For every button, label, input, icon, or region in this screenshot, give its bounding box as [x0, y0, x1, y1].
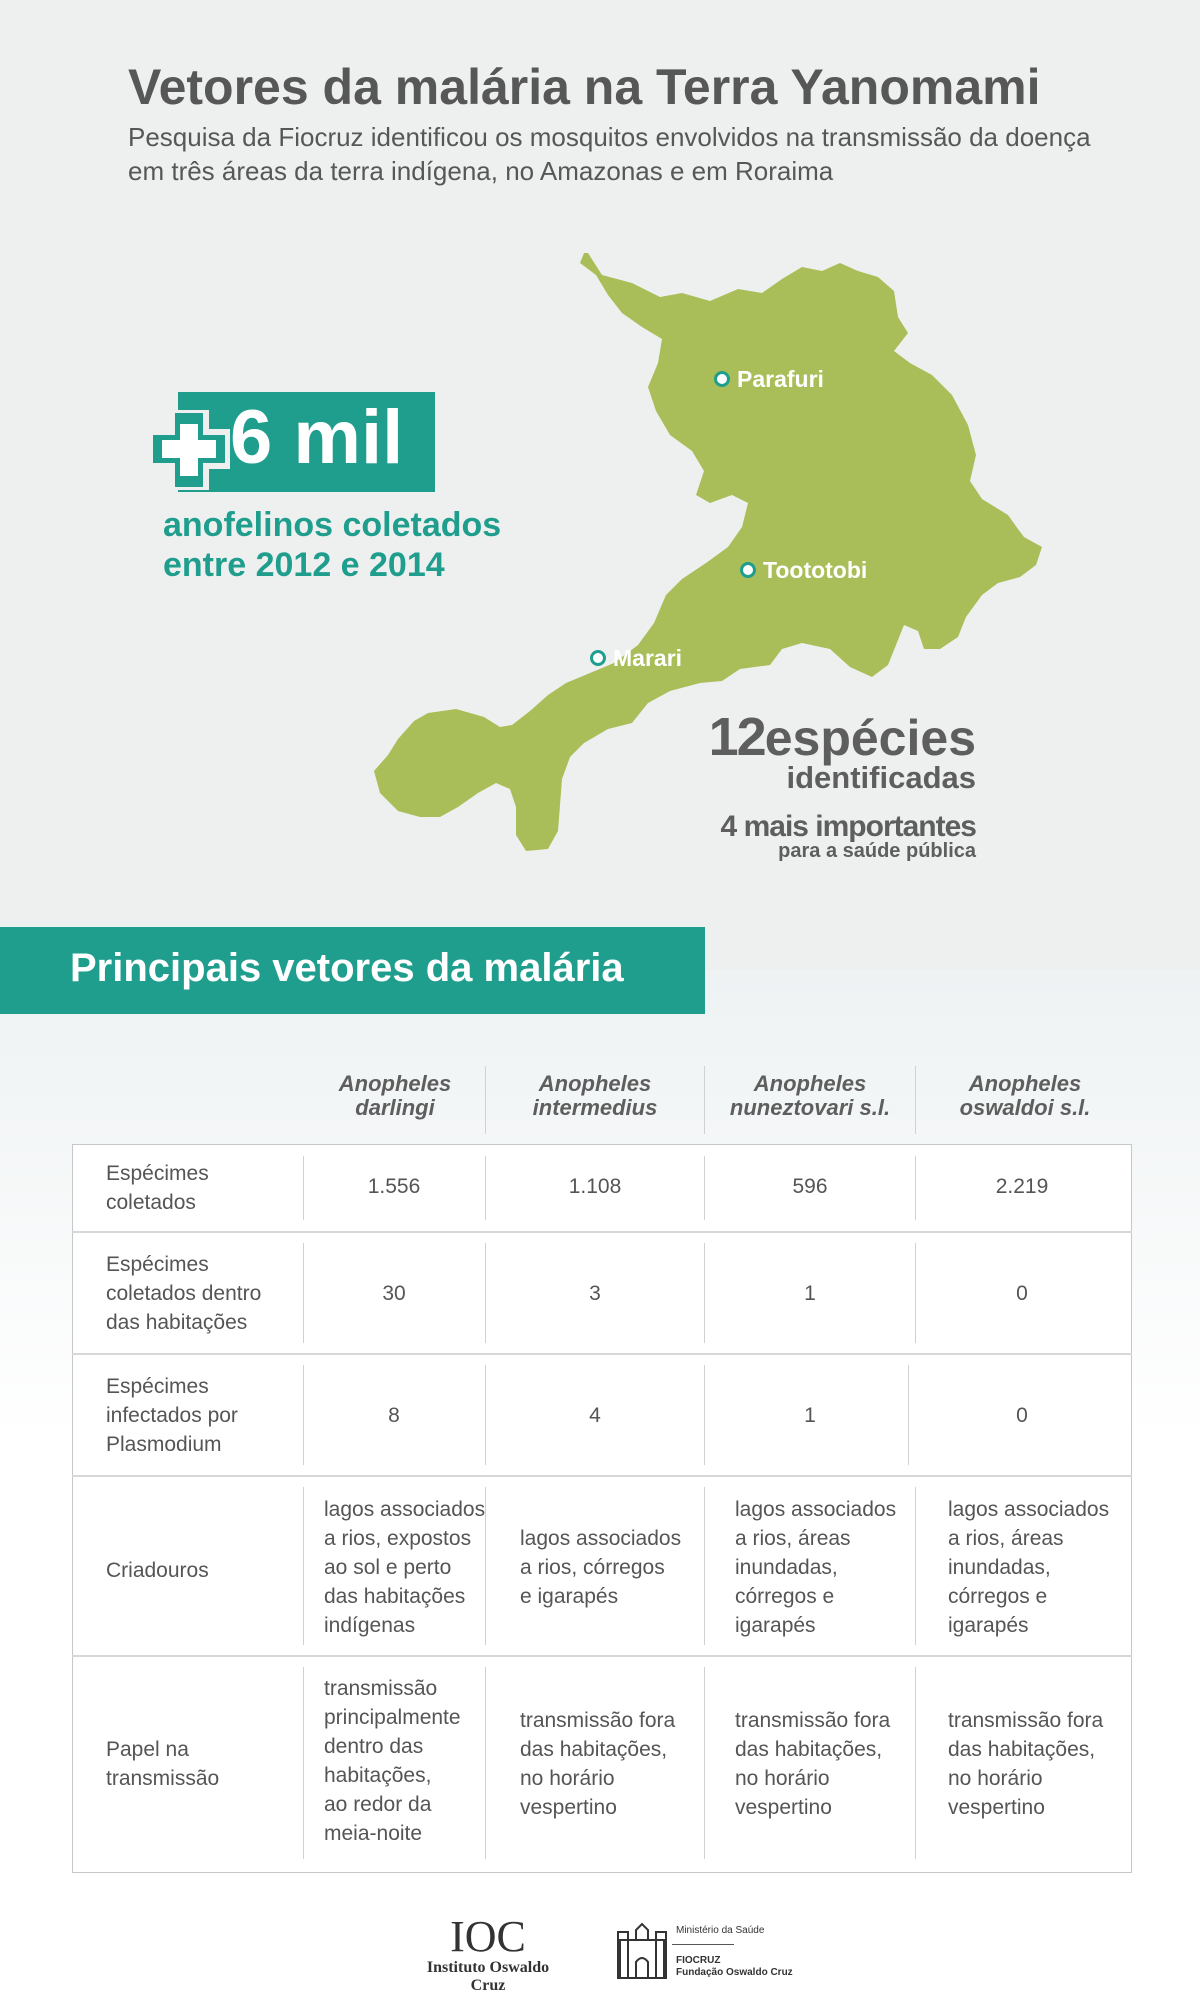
table-cell: 3 — [589, 1282, 601, 1305]
important-number: 4 — [720, 810, 737, 843]
page-subtitle: Pesquisa da Fiocruz identificou os mosquitos envolvidos na transmissão da doença em três áreas da terra indígena, no Amazonas e em Roraima — [128, 122, 1091, 186]
ioc-logo — [408, 1912, 568, 1995]
table-cell: 30 — [382, 1282, 406, 1305]
table-cell: 1 — [804, 1404, 816, 1427]
table-cell: 0 — [1016, 1282, 1028, 1305]
cell-divider — [485, 1487, 486, 1645]
cell-divider — [704, 1487, 705, 1645]
cell-divider — [915, 1667, 916, 1859]
species-number: 12 — [708, 707, 765, 767]
table-cell: transmissão fora das habitações, no horário vespertino — [520, 1709, 676, 1819]
location-dot-icon — [590, 650, 606, 666]
page-title: Vetores da malária na Terra Yanomami — [128, 59, 1041, 115]
table-cell: lagos associados a rios, expostos ao sol e perto das habitações indígenas — [324, 1498, 486, 1637]
column-header: Anopheles nuneztovari s.l. — [729, 1071, 891, 1120]
ministry-label: Ministério da Saúde — [676, 1925, 765, 1936]
table-cell: 8 — [388, 1404, 400, 1427]
location-dot-icon — [740, 562, 756, 578]
collected-caption — [163, 505, 501, 585]
important-label: mais importantes — [743, 810, 976, 843]
collected-number: 6 mil — [230, 395, 404, 480]
cell-divider — [704, 1667, 705, 1859]
row-label: Espécimes coletados dentro das habitações — [106, 1253, 262, 1334]
species-label: espécies — [764, 710, 976, 766]
column-header: Anopheles intermedius — [532, 1071, 658, 1120]
table-cell: 2.219 — [995, 1175, 1049, 1198]
table-cell: 596 — [792, 1175, 828, 1198]
column-divider — [485, 1066, 486, 1134]
site-parafuri — [714, 366, 824, 393]
important-sub: para a saúde pública — [778, 840, 976, 862]
cell-divider — [485, 1667, 486, 1859]
table-cell: 1 — [804, 1282, 816, 1305]
column-header: Anopheles darlingi — [338, 1071, 452, 1120]
section-title: Principais vetores da malária — [70, 946, 624, 990]
fiocruz-abbr: FIOCRUZ — [676, 1955, 721, 1966]
site-toototobi — [740, 557, 867, 584]
species-stat — [709, 706, 976, 863]
table-cell: 1.108 — [568, 1175, 622, 1198]
row-label: Papel na transmissão — [106, 1738, 220, 1790]
ioc-logo-abbr: IOC — [450, 1912, 526, 1961]
table-cell: transmissão fora das habitações, no horário vespertino — [948, 1709, 1104, 1819]
table-cell: lagos associados a rios, áreas inundadas, córregos e igarapés — [948, 1498, 1110, 1637]
table-cell: 1.556 — [367, 1175, 421, 1198]
site-marari — [590, 645, 682, 672]
row-divider — [72, 1231, 1132, 1233]
fiocruz-name: Fundação Oswaldo Cruz — [676, 1967, 793, 1978]
column-divider — [915, 1066, 916, 1134]
row-divider — [72, 1655, 1132, 1657]
cell-divider — [915, 1487, 916, 1645]
table-cell: 0 — [1016, 1404, 1028, 1427]
table-cell: lagos associados a rios, áreas inundadas, córregos e igarapés — [735, 1498, 897, 1637]
column-header: Anopheles oswaldoi s.l. — [959, 1071, 1091, 1120]
row-divider — [72, 1475, 1132, 1477]
row-label: Espécimes infectados por Plasmodium — [106, 1375, 238, 1456]
cell-divider — [303, 1667, 304, 1859]
site-label: Marari — [613, 645, 683, 671]
column-divider — [704, 1066, 705, 1134]
location-dot-icon — [714, 371, 730, 387]
collected-caption-line: anofelinos coletados — [163, 506, 502, 544]
plus-icon — [150, 410, 230, 490]
table-cell: lagos associados a rios, córregos e igarapés — [520, 1527, 682, 1608]
row-divider — [72, 1353, 1132, 1355]
table-cell: transmissão fora das habitações, no horário vespertino — [735, 1709, 891, 1819]
cell-divider — [303, 1487, 304, 1645]
species-sub: identificadas — [786, 760, 976, 795]
ioc-logo-name: Instituto Oswaldo Cruz — [426, 1959, 550, 1994]
row-label: Espécimes coletados — [106, 1162, 209, 1214]
fiocruz-castle-icon — [616, 1922, 668, 1980]
table-cell: transmissão principalmente dentro das habitações, ao redor da meia-noite — [324, 1677, 461, 1845]
site-label: Parafuri — [737, 366, 824, 392]
table-cell: 4 — [589, 1404, 601, 1427]
row-label: Criadouros — [106, 1559, 209, 1582]
site-label: Toototobi — [763, 557, 868, 583]
logo-divider — [672, 1944, 734, 1945]
collected-caption-line: entre 2012 e 2014 — [163, 546, 445, 584]
